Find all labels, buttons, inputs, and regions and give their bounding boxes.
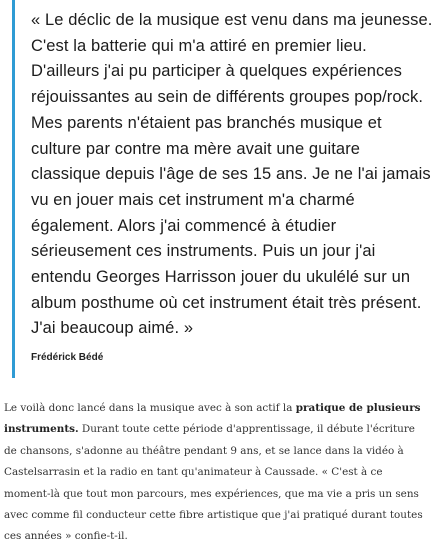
quote-text: « Le déclic de la musique est venu dans ma jeunesse. C'est la batterie qui m'a attiré en premier lieu. D'ailleurs j'ai pu participer à quelques expériences réjouissantes au sein de différents groupes pop/rock. Mes parents n'étaient pas branchés musique et culture par contre ma mère avait une guitare classique depuis l'âge de ses 15 ans. Je ne l'ai jamais vu en jouer mais cet instrument m'a charmé également. Alors j'ai commencé à étudier sérieusement ces instruments. Puis un jour j'ai entendu Georges Harrisson jouer du ukulélé sur un album posthume où cet instrument était très présent. J'ai beaucoup aimé. »: [31, 11, 433, 338]
paragraph-bold-text: pratique de plusieurs instruments.: [4, 402, 421, 436]
quote-author: Frédérick Bédé: [31, 352, 104, 363]
blockquote: [12, 0, 432, 378]
article-paragraph: [4, 398, 428, 548]
paragraph-text-end: Durant toute cette période d'apprentissage, il débute l'écriture de chansons, s'adonne au théâtre pendant 9 ans, et se lance dans la vidéo à Castelsarrasin et la radio en tant qu'animateur à Caussade. « C'est à ce moment-là que tout mon parcours, mes expériences, que ma vie a pris un sens avec comme fil conducteur cette fibre artistique que j'ai pratiqué durant toutes ces années » confie-t-il.: [4, 423, 423, 543]
paragraph-text-start: Le voilà donc lancé dans la musique avec à son actif la: [4, 402, 296, 414]
